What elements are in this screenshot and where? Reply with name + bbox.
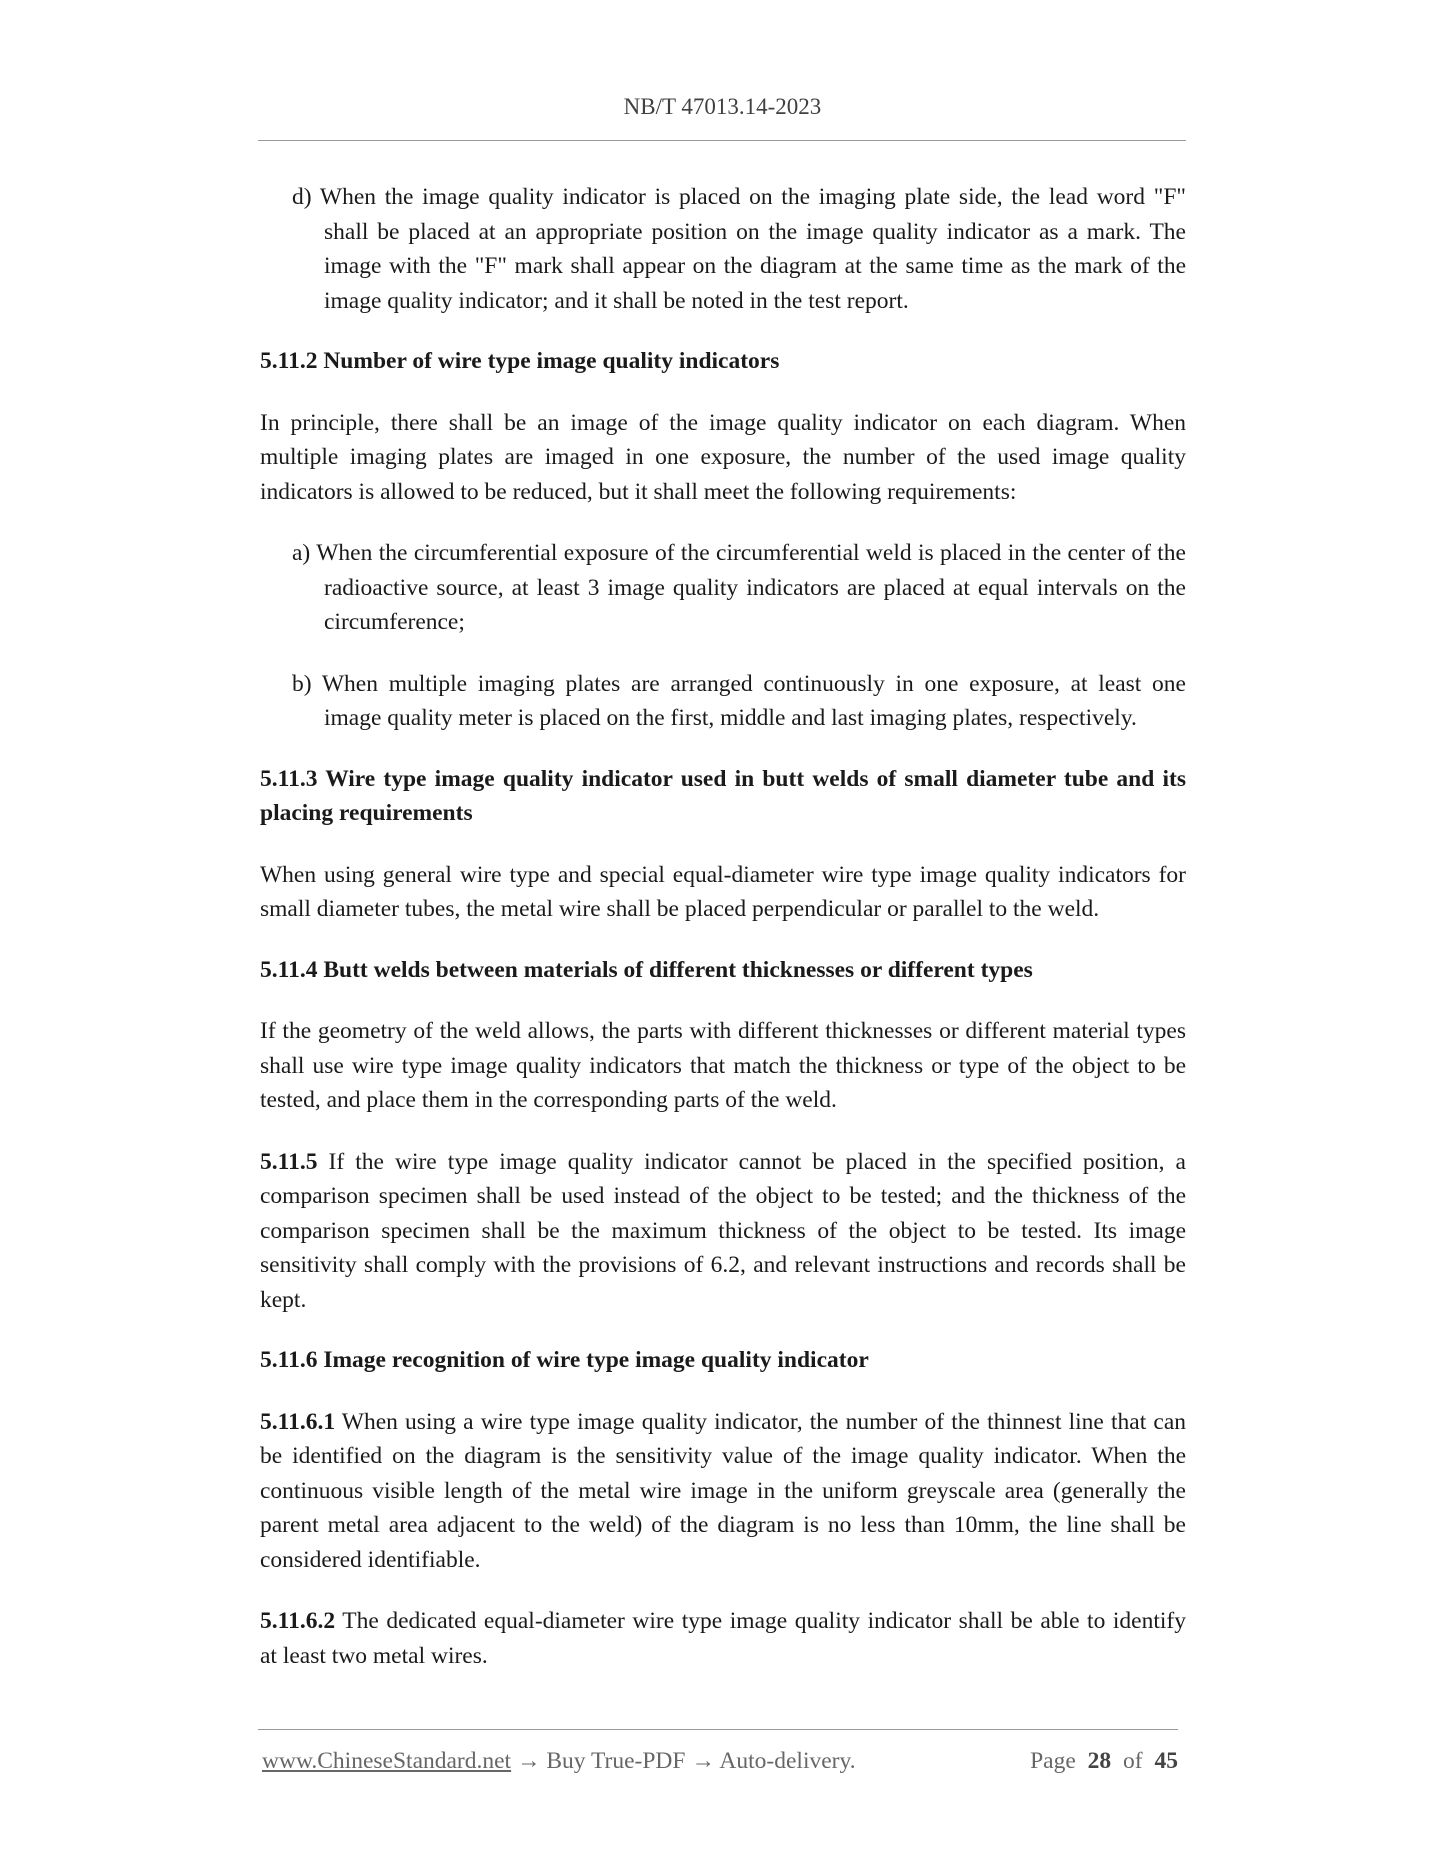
auto-delivery-text: Auto-delivery. xyxy=(719,1748,856,1774)
arrow-right-icon: → xyxy=(516,1748,541,1774)
paragraph-5-11-6-1 xyxy=(260,1405,1186,1578)
chinesestandard-link[interactable]: www.ChineseStandard.net xyxy=(262,1748,512,1774)
clause-text-5-11-6-1: When using a wire type image quality indicator, the number of the thinnest line that can be identified on the diagram is the sensitivity value of the image quality indicator. When the continuous visible length of the metal wire image in the uniform greyscale area (generally the parent metal area adjacent to the weld) of the diagram is no less than 10mm, the line shall be considered identifiable. xyxy=(260,1408,1186,1573)
arrow-right-icon: → xyxy=(691,1748,715,1774)
page-footer xyxy=(262,1748,1178,1775)
paragraph-5-11-6-2 xyxy=(260,1604,1186,1673)
header-divider xyxy=(258,140,1186,141)
heading-5-11-6: 5.11.6 Image recognition of wire type image quality indicator xyxy=(260,1347,869,1373)
page-header-title: NB/T 47013.14-2023 xyxy=(623,94,822,119)
paragraph-5-11-4: If the geometry of the weld allows, the parts with different thicknesses or different material types shall use wire type image quality indicators that match the thickness or type of the object to be tested, and place them in the corresponding parts of the weld. xyxy=(260,1018,1186,1113)
document-body xyxy=(260,180,1186,1673)
clause-text-5-11-6-2: The dedicated equal-diameter wire type image quality indicator shall be able to identify at least two metal wires. xyxy=(260,1608,1186,1669)
clause-number-5-11-6-2: 5.11.6.2 xyxy=(260,1608,336,1634)
buy-true-pdf-text: Buy True-PDF xyxy=(546,1748,686,1774)
of-label: of xyxy=(1123,1748,1143,1774)
page-number: 28 xyxy=(1087,1748,1112,1774)
clause-number-5-11-5: 5.11.5 xyxy=(260,1148,318,1175)
paragraph-5-11-5 xyxy=(260,1145,1186,1318)
page-label: Page xyxy=(1030,1748,1076,1774)
clause-number-5-11-6-1: 5.11.6.1 xyxy=(260,1408,336,1435)
footer-promo xyxy=(262,1748,856,1775)
clause-text-5-11-5: If the wire type image quality indicator cannot be placed in the specified position, a comparison specimen shall be used instead of the object to be tested; and the thickness of the comparison specimen shall be the maximum thickness of the object to be tested. Its image sensitivity shall comply with the provisions of 6.2, and relevant instructions and records shall be kept. xyxy=(260,1148,1186,1313)
list-item-d: d) When the image quality indicator is placed on the imaging plate side, the lead word "F" shall be placed at an appropriate position on the image quality indicator as a mark. The image with the "F" mark shall appear on the diagram at the same time as the mark of the image quality indicator; and it shall be noted in the test report. xyxy=(292,184,1186,314)
page-total: 45 xyxy=(1154,1748,1178,1774)
heading-5-11-3: 5.11.3 Wire type image quality indicator used in butt welds of small diameter tube and its placing requirements xyxy=(260,765,1186,826)
heading-5-11-4: 5.11.4 Butt welds between materials of different thicknesses or different types xyxy=(260,956,1033,983)
paragraph-5-11-2: In principle, there shall be an image of the image quality indicator on each diagram. When multiple imaging plates are imaged in one exposure, the number of the used image quality indicators is allowed to be reduced, but it shall meet the following requirements: xyxy=(260,409,1186,505)
page-indicator xyxy=(1030,1748,1178,1775)
heading-5-11-2: 5.11.2 Number of wire type image quality indicators xyxy=(260,348,780,374)
footer-divider xyxy=(258,1729,1178,1730)
list-item-b: b) When multiple imaging plates are arranged continuously in one exposure, at least one image quality meter is placed on the first, middle and last imaging plates, respectively. xyxy=(292,670,1186,731)
paragraph-5-11-3: When using general wire type and special equal-diameter wire type image quality indicators for small diameter tubes, the metal wire shall be placed perpendicular or parallel to the weld. xyxy=(260,861,1186,922)
list-item-a: a) When the circumferential exposure of the circumferential weld is placed in the center of the radioactive source, at least 3 image quality indicators are placed at equal intervals on the circumference; xyxy=(292,540,1186,635)
